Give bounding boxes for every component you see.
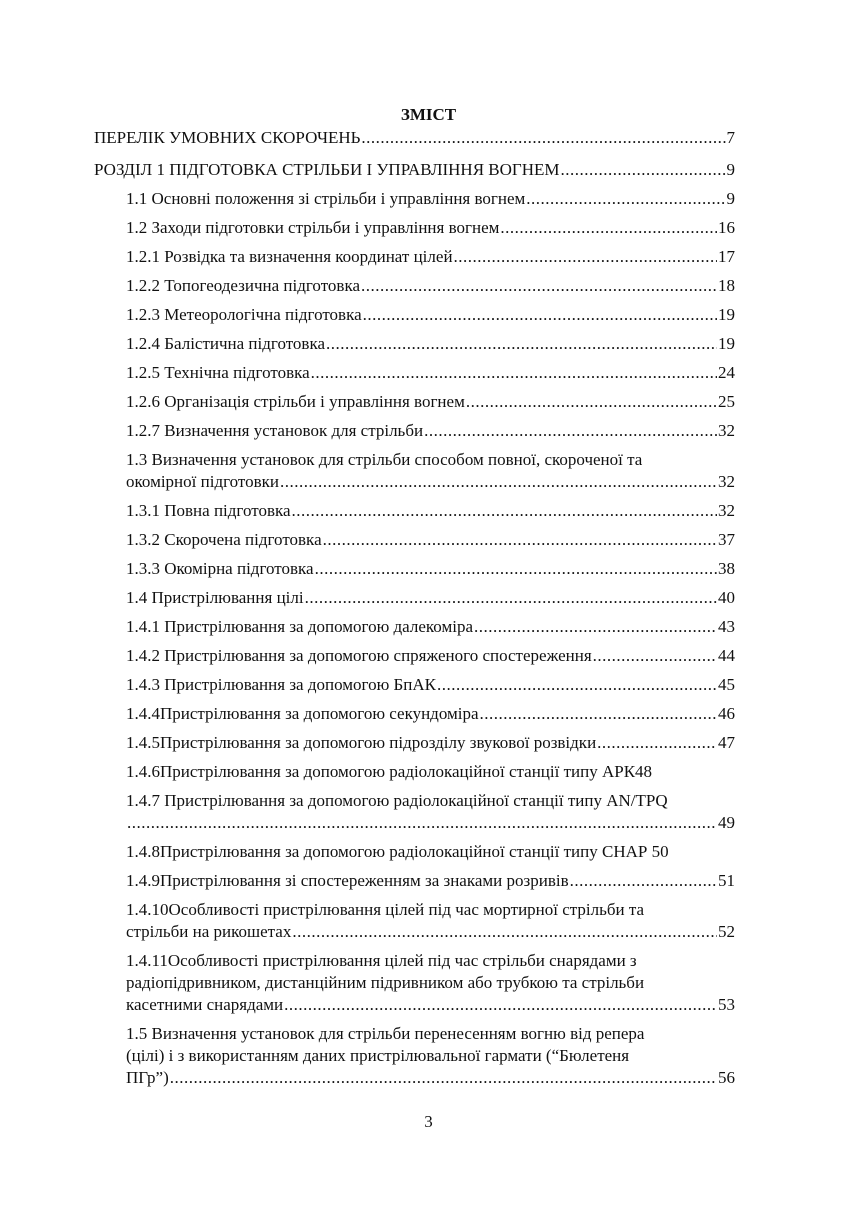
- toc-entry-text: 1.2.7 Визначення установок для стрільби: [126, 421, 424, 440]
- toc-entry-page: 52: [718, 922, 735, 941]
- dot-leader: [292, 921, 717, 943]
- dot-leader: [500, 217, 717, 239]
- toc-entry: [94, 761, 735, 783]
- toc-entry-text: 1.4 Пристрілювання цілі: [126, 588, 304, 607]
- dot-leader: [561, 159, 726, 181]
- toc-entry-page: 40: [718, 588, 735, 607]
- toc-entry: [94, 159, 735, 181]
- toc-entry: [94, 899, 735, 943]
- toc-entry-text: 1.4.1 Пристрілювання за допомогою далекоміра: [126, 617, 473, 636]
- toc-entry-text: 1.1 Основні положення зі стрільби і управління вогнем: [126, 189, 526, 208]
- dot-leader: [323, 529, 717, 551]
- toc-entry-page: 43: [718, 617, 735, 636]
- toc-entry-page: 19: [718, 334, 735, 353]
- toc-entry: [94, 246, 735, 268]
- toc-entry-text: ПГр”): [126, 1068, 169, 1087]
- toc-entry: [94, 449, 735, 493]
- toc-entry-text: 1.3 Визначення установок для стрільби способом повної, скороченої та: [126, 450, 643, 469]
- toc-entry-text: 1.4.7 Пристрілювання за допомогою радіолокаційної станції типу AN/TPQ: [126, 791, 668, 810]
- toc-entry-page: 47: [718, 733, 735, 752]
- toc-entry-text: 1.4.6Пристрілювання за допомогою радіолокаційної станції типу АРК48: [126, 762, 653, 781]
- toc-entry-page: 49: [718, 813, 735, 832]
- dot-leader: [315, 558, 717, 580]
- toc-entry: [94, 420, 735, 442]
- toc-entry-text: 1.4.11Особливості пристрілювання цілей під час стрільби снарядами з: [126, 951, 637, 970]
- toc-entry-text: 1.3.2 Скорочена підготовка: [126, 530, 322, 549]
- toc-entry-page: 37: [718, 530, 735, 549]
- toc-entry-text: 1.2.2 Топогеодезична підготовка: [126, 276, 360, 295]
- toc-entry: [94, 616, 735, 638]
- toc-entry-page: 45: [718, 675, 735, 694]
- toc-entry: [94, 790, 735, 834]
- dot-leader: [292, 500, 717, 522]
- dot-leader: [305, 587, 717, 609]
- toc-entry-page: 24: [718, 363, 735, 382]
- dot-leader: [284, 994, 717, 1016]
- dot-leader: [311, 362, 717, 384]
- dot-leader: [466, 391, 717, 413]
- toc-entry-page: 32: [718, 501, 735, 520]
- dot-leader: [454, 246, 717, 268]
- toc-entry-text: 1.4.8Пристрілювання за допомогою радіолокаційної станції типу СНАР 50: [126, 842, 669, 861]
- toc-entry: [94, 217, 735, 239]
- dot-leader: [326, 333, 717, 355]
- toc-entry-page: 38: [718, 559, 735, 578]
- page-number: 3: [424, 1112, 433, 1131]
- toc-entry-page: 16: [718, 218, 735, 237]
- toc-entry-text: 1.4.5Пристрілювання за допомогою підрозділу звукової розвідки: [126, 733, 597, 752]
- toc-entry-text: 1.2.4 Балістична підготовка: [126, 334, 326, 353]
- toc-entry: [94, 529, 735, 551]
- toc-entry-text: 1.4.2 Пристрілювання за допомогою спряженого спостереження: [126, 646, 592, 665]
- toc-entry-text: 1.2 Заходи підготовки стрільби і управління вогнем: [126, 218, 500, 237]
- dot-leader: [363, 304, 717, 326]
- toc-entry-page: 7: [726, 128, 735, 147]
- toc-entry: [94, 304, 735, 326]
- toc-entry: [94, 841, 735, 863]
- toc-entry-text: (цілі) і з використанням даних пристрілювальної гармати (“Бюлетеня: [126, 1046, 630, 1065]
- dot-leader: [474, 616, 717, 638]
- toc-entry: [94, 333, 735, 355]
- toc-entry-page: 44: [718, 646, 735, 665]
- toc-entry-text: 1.5 Визначення установок для стрільби перенесенням вогню від репера: [126, 1024, 645, 1043]
- toc-entry-text: 1.4.4Пристрілювання за допомогою секундоміра: [126, 704, 479, 723]
- toc-entry: [94, 732, 735, 754]
- toc-entry-page: 51: [718, 871, 735, 890]
- toc-entry-page: 32: [718, 421, 735, 440]
- toc-entry: [94, 127, 735, 149]
- toc-entry-text: 1.4.10Особливості пристрілювання цілей під час мортирної стрільби та: [126, 900, 645, 919]
- toc-entry-text: 1.2.6 Організація стрільби і управління вогнем: [126, 392, 465, 411]
- toc-entry: [94, 870, 735, 892]
- toc-entry: [94, 645, 735, 667]
- toc-entry-page: 18: [718, 276, 735, 295]
- toc-entry-text: 1.3.3 Окомірна підготовка: [126, 559, 314, 578]
- toc-entry-text: касетними снарядами: [126, 995, 284, 1014]
- toc-entry-page: 56: [718, 1068, 735, 1087]
- toc-entry-page: 53: [718, 995, 735, 1014]
- toc-entry: [94, 275, 735, 297]
- toc-entry: [94, 391, 735, 413]
- toc-entry-text: ПЕРЕЛІК УМОВНИХ СКОРОЧЕНЬ: [94, 128, 361, 147]
- toc-entry: [94, 587, 735, 609]
- toc-entry-page: 9: [726, 189, 735, 208]
- toc-title: ЗМІСТ: [400, 105, 457, 124]
- dot-leader: [170, 1067, 717, 1089]
- dot-leader: [597, 732, 717, 754]
- toc-entry: [94, 362, 735, 384]
- toc-entry-text: 1.4.9Пристрілювання зі спостереженням за знаками розривів: [126, 871, 569, 890]
- toc-entry-page: 9: [726, 160, 735, 179]
- dot-leader: [437, 674, 717, 696]
- toc-entry: [94, 674, 735, 696]
- toc-entry-text: 1.2.1 Розвідка та визначення координат цілей: [126, 247, 453, 266]
- dot-leader: [526, 188, 725, 210]
- toc-entry-text: 1.2.3 Метеорологічна підготовка: [126, 305, 362, 324]
- toc-entry-text: РОЗДІЛ 1 ПІДГОТОВКА СТРІЛЬБИ І УПРАВЛІННЯ ВОГНЕМ: [94, 160, 560, 179]
- toc-entry-text: 1.3.1 Повна підготовка: [126, 501, 291, 520]
- table-of-contents: [94, 127, 735, 1089]
- dot-leader: [361, 275, 717, 297]
- dot-leader: [424, 420, 717, 442]
- toc-entry-page: 19: [718, 305, 735, 324]
- toc-entry: [94, 188, 735, 210]
- toc-entry-text: 1.4.3 Пристрілювання за допомогою БпАК: [126, 675, 436, 694]
- toc-entry-page: 25: [718, 392, 735, 411]
- dot-leader: [127, 812, 717, 834]
- toc-entry-page: 17: [718, 247, 735, 266]
- toc-entry-text: стрільби на рикошетах: [126, 922, 292, 941]
- dot-leader: [570, 870, 717, 892]
- toc-entry-text: окомірної підготовки: [126, 472, 280, 491]
- toc-entry: [94, 500, 735, 522]
- toc-entry: [94, 1023, 735, 1089]
- toc-entry: [94, 950, 735, 1016]
- dot-leader: [280, 471, 717, 493]
- toc-entry: [94, 703, 735, 725]
- dot-leader: [361, 127, 725, 149]
- toc-entry-page: 46: [718, 704, 735, 723]
- dot-leader: [593, 645, 717, 667]
- toc-entry-text: 1.2.5 Технічна підготовка: [126, 363, 310, 382]
- toc-entry-page: 32: [718, 472, 735, 491]
- dot-leader: [480, 703, 717, 725]
- toc-entry-text: радіопідривником, дистанційним підривником або трубкою та стрільби: [126, 973, 645, 992]
- toc-entry: [94, 558, 735, 580]
